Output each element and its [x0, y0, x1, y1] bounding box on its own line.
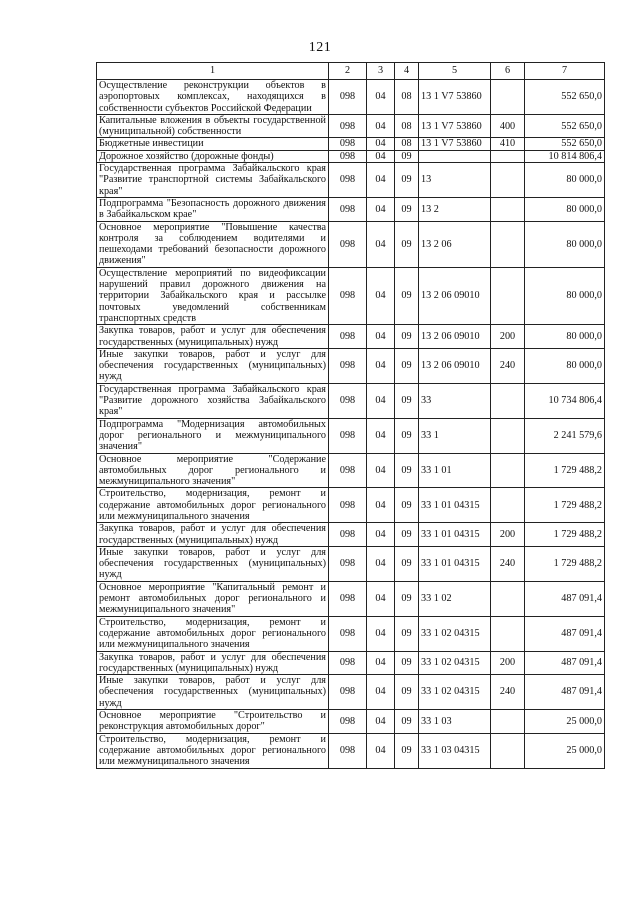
row-target-article-cell: 33 1 02 04315: [419, 651, 491, 675]
row-section-cell: 04: [367, 197, 395, 221]
row-amount-cell: 80 000,0: [525, 197, 605, 221]
row-name-cell: Строительство, модернизация, ремонт и содержание автомобильных дорог регионального или межмуниципального значения: [97, 733, 329, 768]
row-expense-type-cell: [491, 581, 525, 616]
row-amount-cell: 487 091,4: [525, 675, 605, 710]
row-expense-type-cell: [491, 616, 525, 651]
page-number: 121: [308, 40, 332, 55]
row-target-article-cell: 33 1 02 04315: [419, 675, 491, 710]
row-amount-cell: 80 000,0: [525, 267, 605, 324]
row-target-article-cell: 13 1 V7 53860: [419, 138, 491, 150]
row-grbs-cell: 098: [329, 546, 367, 581]
row-name-cell: Основное мероприятие "Капитальный ремонт и ремонт автомобильных дорог регионального и межмуниципального значения": [97, 581, 329, 616]
row-subsection-cell: 09: [395, 581, 419, 616]
row-grbs-cell: 098: [329, 383, 367, 418]
row-subsection-cell: 09: [395, 221, 419, 267]
row-section-cell: 04: [367, 616, 395, 651]
table-row: [97, 523, 605, 547]
header-cell-amount: 7: [525, 63, 605, 80]
row-target-article-cell: 13 2: [419, 197, 491, 221]
row-amount-cell: 2 241 579,6: [525, 418, 605, 453]
row-target-article-cell: 13 2 06 09010: [419, 267, 491, 324]
table-row: [97, 267, 605, 324]
row-expense-type-cell: [491, 221, 525, 267]
row-subsection-cell: 09: [395, 733, 419, 768]
row-expense-type-cell: 200: [491, 325, 525, 349]
row-grbs-cell: 098: [329, 651, 367, 675]
row-subsection-cell: 09: [395, 523, 419, 547]
row-grbs-cell: 098: [329, 616, 367, 651]
row-section-cell: 04: [367, 675, 395, 710]
row-section-cell: 04: [367, 383, 395, 418]
row-name-cell: Иные закупки товаров, работ и услуг для обеспечения государственных (муниципальных) нужд: [97, 675, 329, 710]
row-amount-cell: 10 734 806,4: [525, 383, 605, 418]
header-cell-expense-type: 6: [491, 63, 525, 80]
row-expense-type-cell: [491, 267, 525, 324]
row-name-cell: Осуществление мероприятий по видеофиксации нарушений правил дорожного движения на территории Забайкальского края и рассылке почтовых уведомлений собственникам транспортных средств: [97, 267, 329, 324]
row-name-cell: Осуществление реконструкции объектов в аэропортовых комплексах, находящихся в собственности субъектов Российской Федерации: [97, 80, 329, 115]
row-amount-cell: 487 091,4: [525, 581, 605, 616]
row-grbs-cell: 098: [329, 163, 367, 198]
row-expense-type-cell: [491, 163, 525, 198]
row-grbs-cell: 098: [329, 733, 367, 768]
row-section-cell: 04: [367, 546, 395, 581]
row-amount-cell: 25 000,0: [525, 710, 605, 734]
row-grbs-cell: 098: [329, 150, 367, 162]
row-name-cell: Строительство, модернизация, ремонт и содержание автомобильных дорог регионального или межмуниципального значения: [97, 616, 329, 651]
row-name-cell: Строительство, модернизация, ремонт и содержание автомобильных дорог регионального или межмуниципального значения: [97, 488, 329, 523]
row-expense-type-cell: [491, 488, 525, 523]
row-grbs-cell: 098: [329, 114, 367, 138]
row-grbs-cell: 098: [329, 348, 367, 383]
table-row: [97, 383, 605, 418]
row-expense-type-cell: 400: [491, 114, 525, 138]
row-section-cell: 04: [367, 733, 395, 768]
row-target-article-cell: 33 1 03: [419, 710, 491, 734]
table-header: [97, 63, 605, 80]
row-section-cell: 04: [367, 710, 395, 734]
row-name-cell: Подпрограмма "Безопасность дорожного движения в Забайкальском крае": [97, 197, 329, 221]
row-section-cell: 04: [367, 114, 395, 138]
row-subsection-cell: 08: [395, 114, 419, 138]
table-body: [97, 80, 605, 769]
row-target-article-cell: 13 2 06: [419, 221, 491, 267]
row-grbs-cell: 098: [329, 418, 367, 453]
row-expense-type-cell: 410: [491, 138, 525, 150]
row-expense-type-cell: 200: [491, 523, 525, 547]
row-amount-cell: 80 000,0: [525, 325, 605, 349]
table-row: [97, 348, 605, 383]
row-subsection-cell: 09: [395, 267, 419, 324]
row-section-cell: 04: [367, 163, 395, 198]
row-name-cell: Дорожное хозяйство (дорожные фонды): [97, 150, 329, 162]
row-name-cell: Закупка товаров, работ и услуг для обеспечения государственных (муниципальных) нужд: [97, 325, 329, 349]
table-row: [97, 675, 605, 710]
row-subsection-cell: 09: [395, 651, 419, 675]
table-row: [97, 453, 605, 488]
row-name-cell: Закупка товаров, работ и услуг для обеспечения государственных (муниципальных) нужд: [97, 651, 329, 675]
table-row: [97, 546, 605, 581]
row-grbs-cell: 098: [329, 453, 367, 488]
row-grbs-cell: 098: [329, 675, 367, 710]
row-expense-type-cell: 240: [491, 348, 525, 383]
row-section-cell: 04: [367, 651, 395, 675]
row-subsection-cell: 09: [395, 325, 419, 349]
row-expense-type-cell: [491, 733, 525, 768]
budget-table: [96, 62, 605, 769]
row-subsection-cell: 08: [395, 138, 419, 150]
row-subsection-cell: 09: [395, 348, 419, 383]
row-name-cell: Государственная программа Забайкальского края "Развитие транспортной системы Забайкальского края": [97, 163, 329, 198]
row-section-cell: 04: [367, 488, 395, 523]
row-grbs-cell: 098: [329, 325, 367, 349]
table-row: [97, 150, 605, 162]
row-grbs-cell: 098: [329, 80, 367, 115]
row-amount-cell: 487 091,4: [525, 616, 605, 651]
row-expense-type-cell: 200: [491, 651, 525, 675]
table-row: [97, 197, 605, 221]
table-row: [97, 581, 605, 616]
row-amount-cell: 1 729 488,2: [525, 453, 605, 488]
row-section-cell: 04: [367, 348, 395, 383]
table-row: [97, 80, 605, 115]
row-grbs-cell: 098: [329, 710, 367, 734]
header-row: [97, 63, 605, 80]
header-cell-name: 1: [97, 63, 329, 80]
row-grbs-cell: 098: [329, 197, 367, 221]
row-amount-cell: 1 729 488,2: [525, 546, 605, 581]
table-row: [97, 616, 605, 651]
row-subsection-cell: 09: [395, 150, 419, 162]
table-row: [97, 651, 605, 675]
row-target-article-cell: 33 1 02 04315: [419, 616, 491, 651]
row-expense-type-cell: [491, 710, 525, 734]
row-target-article-cell: 13 1 V7 53860: [419, 80, 491, 115]
row-expense-type-cell: [491, 383, 525, 418]
table-row: [97, 325, 605, 349]
row-amount-cell: 1 729 488,2: [525, 488, 605, 523]
row-name-cell: Закупка товаров, работ и услуг для обеспечения государственных (муниципальных) нужд: [97, 523, 329, 547]
row-subsection-cell: 09: [395, 675, 419, 710]
row-subsection-cell: 09: [395, 616, 419, 651]
row-name-cell: Подпрограмма "Модернизация автомобильных дорог регионального и межмуниципального значения": [97, 418, 329, 453]
table-row: [97, 163, 605, 198]
row-subsection-cell: 08: [395, 80, 419, 115]
row-amount-cell: 80 000,0: [525, 348, 605, 383]
row-section-cell: 04: [367, 150, 395, 162]
row-section-cell: 04: [367, 581, 395, 616]
header-cell-section: 3: [367, 63, 395, 80]
row-name-cell: Основное мероприятие "Содержание автомобильных дорог регионального и межмуниципального значения": [97, 453, 329, 488]
row-target-article-cell: [419, 150, 491, 162]
row-amount-cell: 487 091,4: [525, 651, 605, 675]
row-name-cell: Капитальные вложения в объекты государственной (муниципальной) собственности: [97, 114, 329, 138]
table-row: [97, 733, 605, 768]
row-name-cell: Основное мероприятие "Строительство и реконструкция автомобильных дорог": [97, 710, 329, 734]
row-section-cell: 04: [367, 523, 395, 547]
row-expense-type-cell: 240: [491, 546, 525, 581]
row-grbs-cell: 098: [329, 581, 367, 616]
row-section-cell: 04: [367, 80, 395, 115]
row-expense-type-cell: [491, 80, 525, 115]
row-subsection-cell: 09: [395, 453, 419, 488]
row-name-cell: Государственная программа Забайкальского края "Развитие дорожного хозяйства Забайкальского края": [97, 383, 329, 418]
table-row: [97, 114, 605, 138]
row-subsection-cell: 09: [395, 418, 419, 453]
row-target-article-cell: 33 1 01 04315: [419, 546, 491, 581]
row-target-article-cell: 33 1: [419, 418, 491, 453]
header-cell-target-article: 5: [419, 63, 491, 80]
row-amount-cell: 80 000,0: [525, 221, 605, 267]
row-target-article-cell: 33 1 01 04315: [419, 523, 491, 547]
row-target-article-cell: 13: [419, 163, 491, 198]
row-subsection-cell: 09: [395, 710, 419, 734]
row-grbs-cell: 098: [329, 221, 367, 267]
row-target-article-cell: 13 2 06 09010: [419, 325, 491, 349]
row-grbs-cell: 098: [329, 488, 367, 523]
row-target-article-cell: 33: [419, 383, 491, 418]
row-target-article-cell: 33 1 01: [419, 453, 491, 488]
row-expense-type-cell: [491, 418, 525, 453]
row-grbs-cell: 098: [329, 523, 367, 547]
row-amount-cell: 10 814 806,4: [525, 150, 605, 162]
table-row: [97, 710, 605, 734]
row-subsection-cell: 09: [395, 163, 419, 198]
row-section-cell: 04: [367, 418, 395, 453]
row-expense-type-cell: [491, 150, 525, 162]
row-amount-cell: 25 000,0: [525, 733, 605, 768]
row-section-cell: 04: [367, 138, 395, 150]
row-name-cell: Иные закупки товаров, работ и услуг для обеспечения государственных (муниципальных) нужд: [97, 348, 329, 383]
row-amount-cell: 552 650,0: [525, 138, 605, 150]
row-target-article-cell: 33 1 03 04315: [419, 733, 491, 768]
row-amount-cell: 1 729 488,2: [525, 523, 605, 547]
row-section-cell: 04: [367, 267, 395, 324]
header-cell-subsection: 4: [395, 63, 419, 80]
row-target-article-cell: 33 1 02: [419, 581, 491, 616]
row-subsection-cell: 09: [395, 546, 419, 581]
table-row: [97, 488, 605, 523]
row-amount-cell: 552 650,0: [525, 114, 605, 138]
row-name-cell: Иные закупки товаров, работ и услуг для обеспечения государственных (муниципальных) нужд: [97, 546, 329, 581]
row-subsection-cell: 09: [395, 488, 419, 523]
row-expense-type-cell: [491, 453, 525, 488]
row-section-cell: 04: [367, 221, 395, 267]
row-grbs-cell: 098: [329, 138, 367, 150]
table-row: [97, 418, 605, 453]
row-subsection-cell: 09: [395, 383, 419, 418]
row-subsection-cell: 09: [395, 197, 419, 221]
row-target-article-cell: 33 1 01 04315: [419, 488, 491, 523]
row-section-cell: 04: [367, 325, 395, 349]
row-name-cell: Бюджетные инвестиции: [97, 138, 329, 150]
table-row: [97, 221, 605, 267]
row-expense-type-cell: [491, 197, 525, 221]
row-section-cell: 04: [367, 453, 395, 488]
row-grbs-cell: 098: [329, 267, 367, 324]
table-row: [97, 138, 605, 150]
row-amount-cell: 552 650,0: [525, 80, 605, 115]
row-target-article-cell: 13 2 06 09010: [419, 348, 491, 383]
row-name-cell: Основное мероприятие "Повышение качества контроля за соблюдением водителями и пешеходами требований безопасности дорожного движения": [97, 221, 329, 267]
row-amount-cell: 80 000,0: [525, 163, 605, 198]
row-expense-type-cell: 240: [491, 675, 525, 710]
row-target-article-cell: 13 1 V7 53860: [419, 114, 491, 138]
header-cell-grbs: 2: [329, 63, 367, 80]
